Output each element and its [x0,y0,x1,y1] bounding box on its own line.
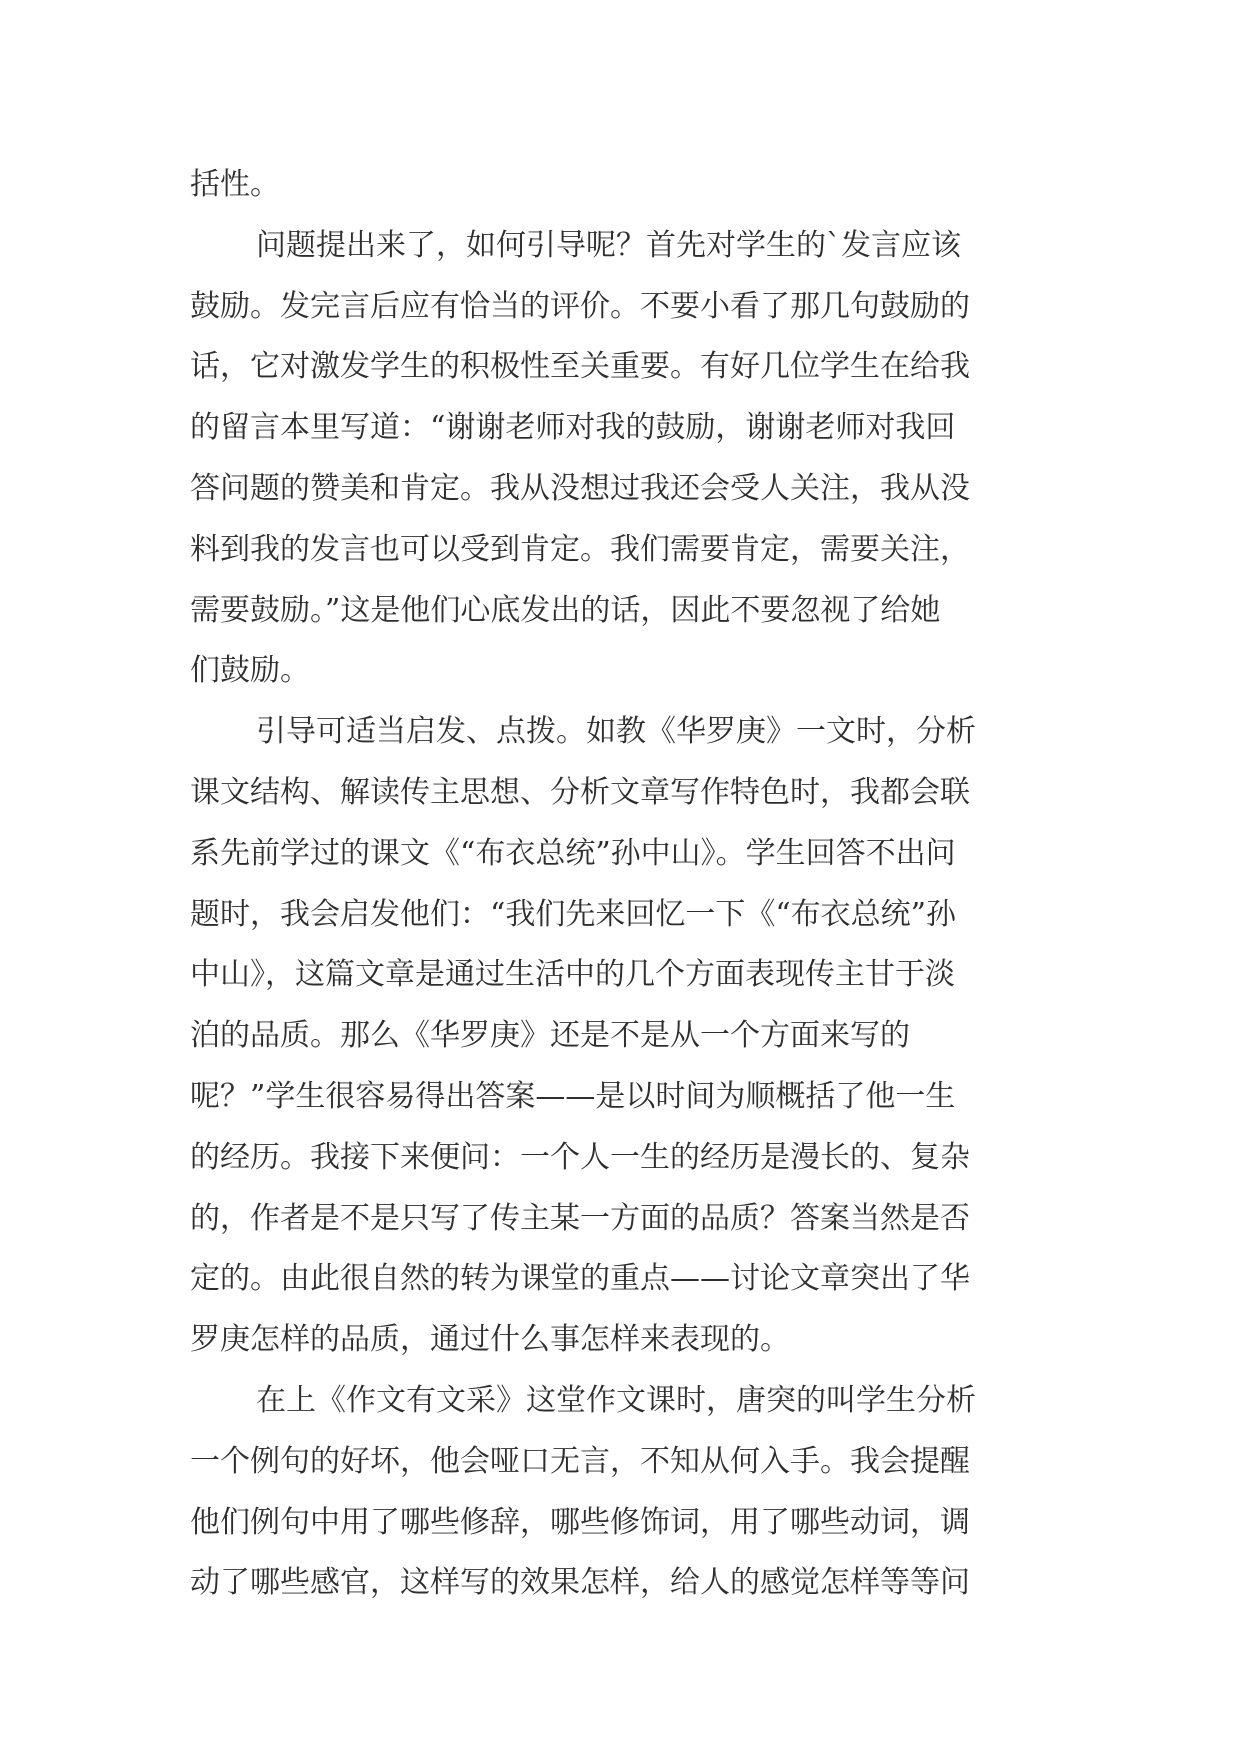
text-line: 课文结构、解读传主思想、分析文章写作特色时，我都会联 [190,774,970,810]
text-line: 问题提出来了，如何引导呢？首先对学生的`发言应该 [256,227,961,263]
text-line: 需要鼓励。”这是他们心底发出的话，因此不要忽视了给她 [190,592,941,628]
text-line: 题时，我会启发他们：“我们先来回忆一下《“布衣总统”孙 [190,896,957,932]
text-line: 引导可适当启发、点拨。如教《华罗庚》一文时，分析 [256,714,976,750]
text-line: 的留言本里写道：“谢谢老师对我的鼓励，谢谢老师对我回 [190,410,956,446]
text-line: 料到我的发言也可以受到肯定。我们需要肯定，需要关注， [190,531,970,567]
text-line: 话，它对激发学生的积极性至关重要。有好几位学生在给我 [190,349,970,385]
text-line: 中山》，这篇文章是通过生活中的几个方面表现传主甘于淡 [190,957,955,993]
text-line: 的经历。我接下来便问：一个人一生的经历是漫长的、复杂 [190,1139,970,1175]
text-line: 括性。 [190,167,280,202]
text-line: 的，作者是不是只写了传主某一方面的品质？答案当然是否 [190,1200,970,1236]
text-line: 动了哪些感官，这样写的效果怎样，给人的感觉怎样等等问 [190,1565,970,1601]
text-line: 定的。由此很自然的转为课堂的重点——讨论文章突出了华 [190,1261,970,1297]
text-line: 系先前学过的课文《“布衣总统”孙中山》。学生回答不出问 [190,835,956,871]
text-line: 他们例句中用了哪些修辞，哪些修饰词，用了哪些动词，调 [190,1504,970,1540]
text-line: 一个例句的好坏，他会哑口无言，不知从何入手。我会提醒 [190,1443,970,1479]
text-line: 答问题的赞美和肯定。我从没想过我还会受人关注，我从没 [190,470,970,506]
text-line: 罗庚怎样的品质，通过什么事怎样来表现的。 [190,1322,790,1358]
text-line: 在上《作文有文采》这堂作文课时，唐突的叫学生分析 [256,1382,976,1418]
text-line: 们鼓励。 [190,653,310,689]
text-line: 泊的品质。那么《华罗庚》还是不是从一个方面来写的 [190,1018,910,1054]
text-line: 鼓励。发完言后应有恰当的评价。不要小看了那几句鼓励的 [190,288,970,324]
body-text [190,155,1062,1614]
text-line: 呢？”学生很容易得出答案——是以时间为顺概括了他一生 [190,1078,956,1114]
